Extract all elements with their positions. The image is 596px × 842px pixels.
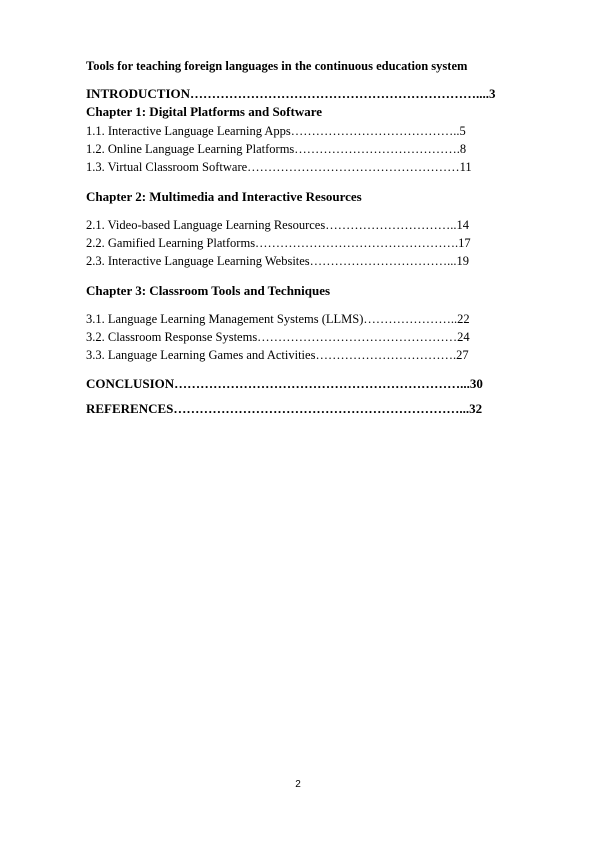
toc-chapter-1-heading: Chapter 1: Digital Platforms and Software xyxy=(86,104,323,119)
toc-entry-conclusion: CONCLUSION…………………………………………………………...30 xyxy=(86,376,483,391)
toc-chapter-2-heading: Chapter 2: Multimedia and Interactive Resources xyxy=(86,189,362,204)
toc-entry-2-3: 2.3. Interactive Language Learning Websites……………………………...19 xyxy=(86,254,470,268)
page-number: 2 xyxy=(295,779,301,790)
document-title: Tools for teaching foreign languages in the continuous education system xyxy=(86,59,468,73)
toc-entry-1-1: 1.1. Interactive Language Learning Apps…………………………………..5 xyxy=(86,124,466,138)
toc-entry-1-3: 1.3. Virtual Classroom Software……………………………………………11 xyxy=(86,160,472,174)
toc-entry-3-2: 3.2. Classroom Response Systems…………………………………………24 xyxy=(86,330,470,344)
toc-entry-1-2: 1.2. Online Language Learning Platforms………………………………….8 xyxy=(86,142,467,156)
toc-entry-3-3: 3.3. Language Learning Games and Activities…………………………….27 xyxy=(86,348,469,362)
toc-entry-2-2: 2.2. Gamified Learning Platforms………………………………………….17 xyxy=(86,236,471,250)
toc-entry-3-1: 3.1. Language Learning Management Systems (LLMS)…………………..22 xyxy=(86,312,470,326)
toc-chapter-3-heading: Chapter 3: Classroom Tools and Techniques xyxy=(86,283,331,298)
toc-entry-introduction: INTRODUCTION…………………………………………………………....3 xyxy=(86,86,496,101)
toc-entry-2-1: 2.1. Video-based Language Learning Resources…………………………..14 xyxy=(86,218,469,232)
toc-entry-references: REFERENCES…………………………………………………………...32 xyxy=(86,401,483,416)
